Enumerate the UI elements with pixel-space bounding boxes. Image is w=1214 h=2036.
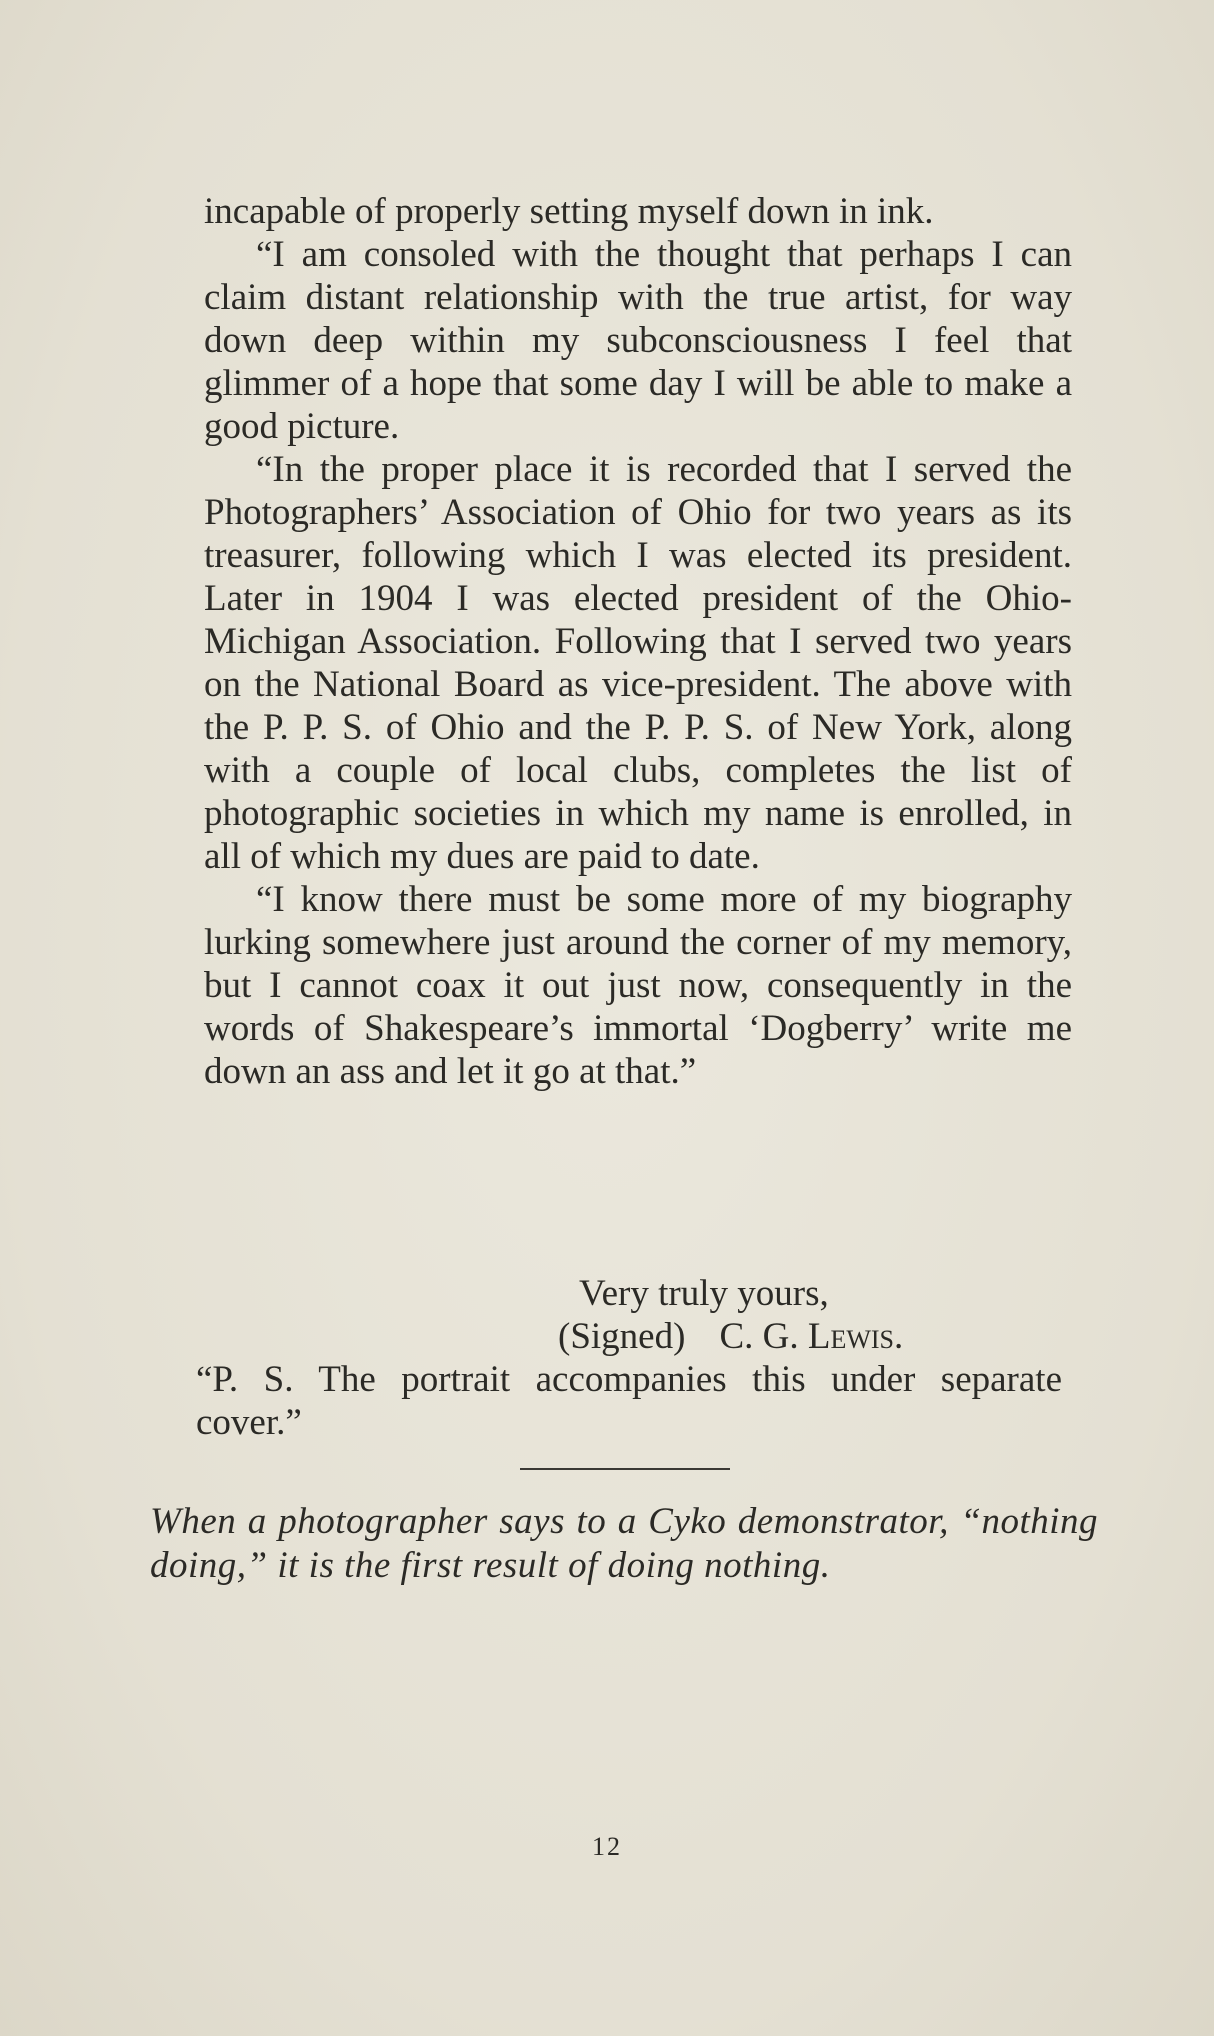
paragraph-consoled: “I am consoled with the thought that perhaps I can claim distant relationship with the true artist, for way down deep within my subconsciousness I feel that glimmer of a hope that some day I will be able to make a good picture. — [204, 234, 1072, 447]
italic-footnote: When a photographer says to a Cyko demonstrator, “nothing doing,” it is the first result of doing nothing. — [150, 1501, 1098, 1586]
signature-line — [204, 1315, 1072, 1358]
paragraph-association: “In the proper place it is recorded that I served the Photographers’ Association of Ohio for two years as its treasurer, following which I was elected its president. Later in 1904 I was elected president of the Ohio-Michigan Association. Following that I served two years on the National Board as vice-president. The above with the P. P. S. of Ohio and the P. P. S. of New York, along with a couple of local clubs, completes the list of photographic societies in which my name is enrolled, in all of which my dues are paid to date. — [204, 449, 1072, 877]
salutation: Very truly yours, — [579, 1273, 829, 1314]
letter-body — [204, 190, 1072, 1093]
postscript: “P. S. The portrait accompanies this under separate cover.” — [196, 1359, 1062, 1443]
page-number: 12 — [592, 1832, 622, 1861]
paragraph-continuation: incapable of properly setting myself down in ink. — [204, 191, 934, 232]
section-divider — [520, 1468, 730, 1470]
paragraph-biography: “I know there must be some more of my biography lurking somewhere just around the corner of my memory, but I cannot coax it out just now, consequently in the words of Shakespeare’s immortal ‘Dogberry’ write me down an ass and let it go at that.” — [204, 879, 1072, 1092]
signed-label: (Signed) — [558, 1316, 686, 1357]
signature-name: C. G. Lewis. — [719, 1316, 904, 1357]
letter-closing — [204, 1272, 1072, 1358]
